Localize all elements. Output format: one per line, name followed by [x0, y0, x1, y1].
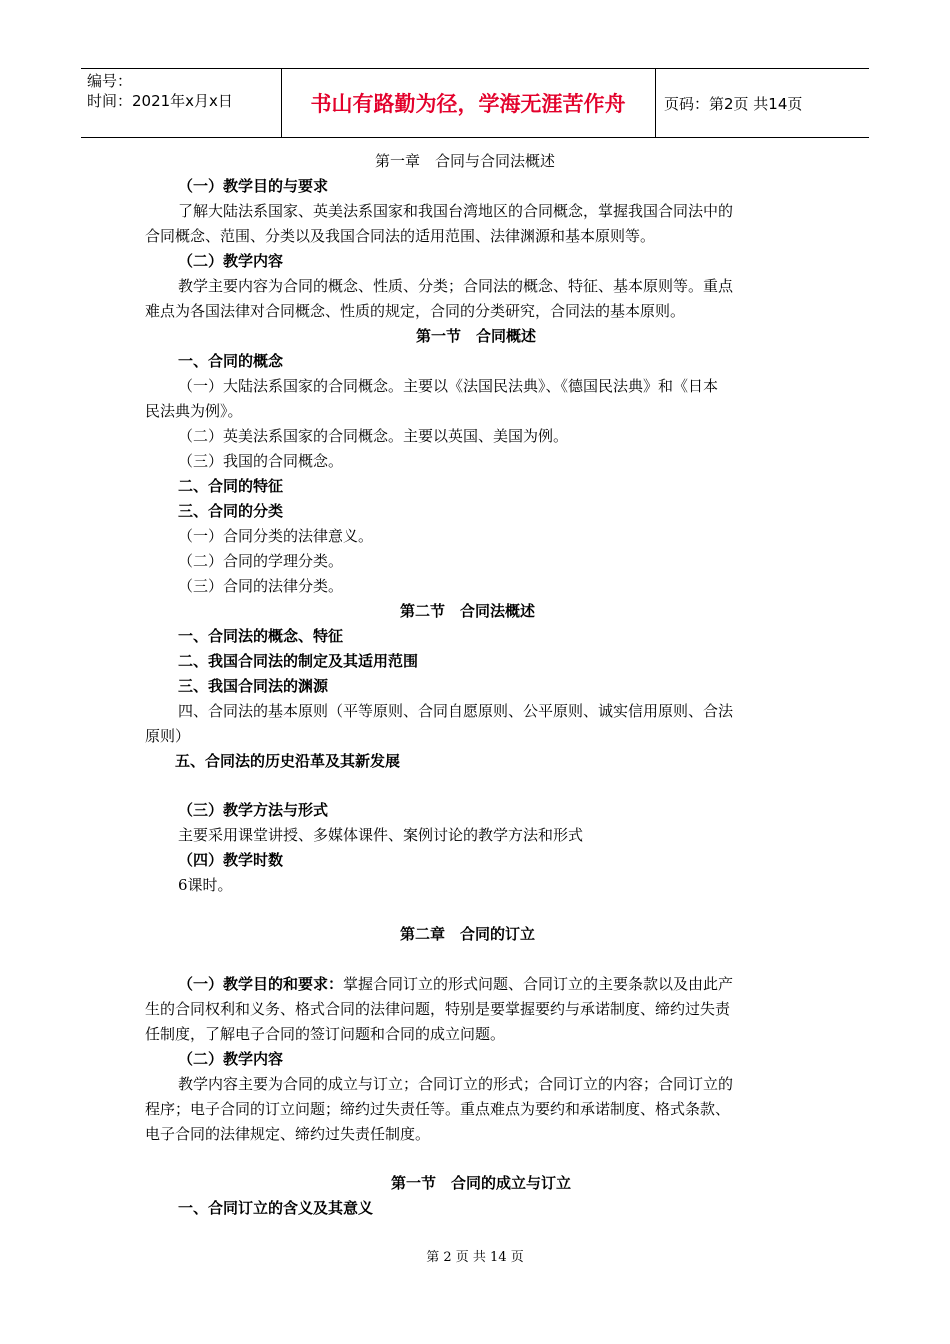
- text-line: 第二节 合同法概述: [400, 602, 536, 620]
- text-line: 四、合同法的基本原则（平等原则、合同自愿原则、公平原则、诚实信用原则、合法: [178, 702, 734, 720]
- text-line: 6课时。: [178, 876, 233, 894]
- text-line: 教学内容主要为合同的成立与订立；合同订立的形式；合同订立的内容；合同订立的: [178, 1075, 734, 1093]
- text-line: （一）合同分类的法律意义。: [178, 527, 374, 545]
- text-line: （四）教学时数: [178, 851, 284, 869]
- text-line: 主要采用课堂讲授、多媒体课件、案例讨论的教学方法和形式: [178, 826, 584, 844]
- text-line: 二、合同的特征: [178, 477, 284, 495]
- text-line: 任制度，了解电子合同的签订问题和合同的成立问题。: [145, 1025, 506, 1043]
- text-line: 电子合同的法律规定、缔约过失责任制度。: [145, 1125, 431, 1143]
- text-line: （二）英美法系国家的合同概念。主要以英国、美国为例。: [178, 427, 569, 445]
- text-line: 民法典为例》。: [145, 402, 243, 420]
- text-line: 第一节 合同的成立与订立: [391, 1174, 572, 1192]
- text-line: （一）教学目的与要求: [178, 177, 329, 195]
- text-line: 难点为各国法律对合同概念、性质的规定，合同的分类研究，合同法的基本原则。: [145, 302, 686, 320]
- header-motto: 书山有路勤为径，学海无涯苦作舟: [310, 92, 626, 116]
- header-left-cell: [87, 71, 233, 111]
- text-line: （一）大陆法系国家的合同概念。主要以《法国民法典》、《德国民法典》和《日本: [178, 377, 719, 395]
- line-heading: （一）教学目的和要求：: [178, 975, 344, 993]
- text-line: [0, 972, 950, 997]
- text-line: 第一节 合同概述: [416, 327, 537, 345]
- text-line: 程序；电子合同的订立问题；缔约过失责任等。重点难点为要约和承诺制度、格式条款、: [145, 1100, 731, 1118]
- text-line: 三、合同的分类: [178, 502, 284, 520]
- text-line: 合同概念、范围、分类以及我国合同法的适用范围、法律渊源和基本原则等。: [145, 227, 656, 245]
- text-line: 二、我国合同法的制定及其适用范围: [178, 652, 419, 670]
- text-line: 了解大陆法系国家、英美法系国家和我国台湾地区的合同概念，掌握我国合同法中的: [178, 202, 734, 220]
- text-line: 三、我国合同法的渊源: [178, 677, 329, 695]
- text-line: 第二章 合同的订立: [400, 925, 536, 943]
- text-line: （三）合同的法律分类。: [178, 577, 344, 595]
- header-page-info: 页码：第2页 共14页: [664, 94, 803, 113]
- text-line: 一、合同法的概念、特征: [178, 627, 344, 645]
- text-line: 生的合同权利和义务、格式合同的法律问题，特别是要掌握要约与承诺制度、缔约过失责: [145, 1000, 731, 1018]
- text-line: 原则）: [145, 727, 191, 745]
- text-line: 五、合同法的历史沿革及其新发展: [175, 752, 401, 770]
- page-footer: 第 2 页 共 14 页: [426, 1250, 524, 1265]
- text-line: 一、合同的概念: [178, 352, 284, 370]
- text-line: 第一章 合同与合同法概述: [375, 152, 556, 170]
- text-line: （三）我国的合同概念。: [178, 452, 344, 470]
- text-line: 一、合同订立的含义及其意义: [178, 1199, 374, 1217]
- line-body: 掌握合同订立的形式问题、合同订立的主要条款以及由此产: [343, 975, 734, 993]
- text-line: （二）教学内容: [178, 1050, 284, 1068]
- text-line: （二）合同的学理分类。: [178, 552, 344, 570]
- code-label: 编号：: [87, 72, 133, 90]
- text-line: （三）教学方法与形式: [178, 801, 329, 819]
- page-header: [81, 68, 869, 138]
- header-divider-2: [655, 69, 656, 137]
- text-line: （二）教学内容: [178, 252, 284, 270]
- time-label: 时间：2021年x月x日: [87, 92, 233, 110]
- text-line: 教学主要内容为合同的概念、性质、分类；合同法的概念、特征、基本原则等。重点: [178, 277, 734, 295]
